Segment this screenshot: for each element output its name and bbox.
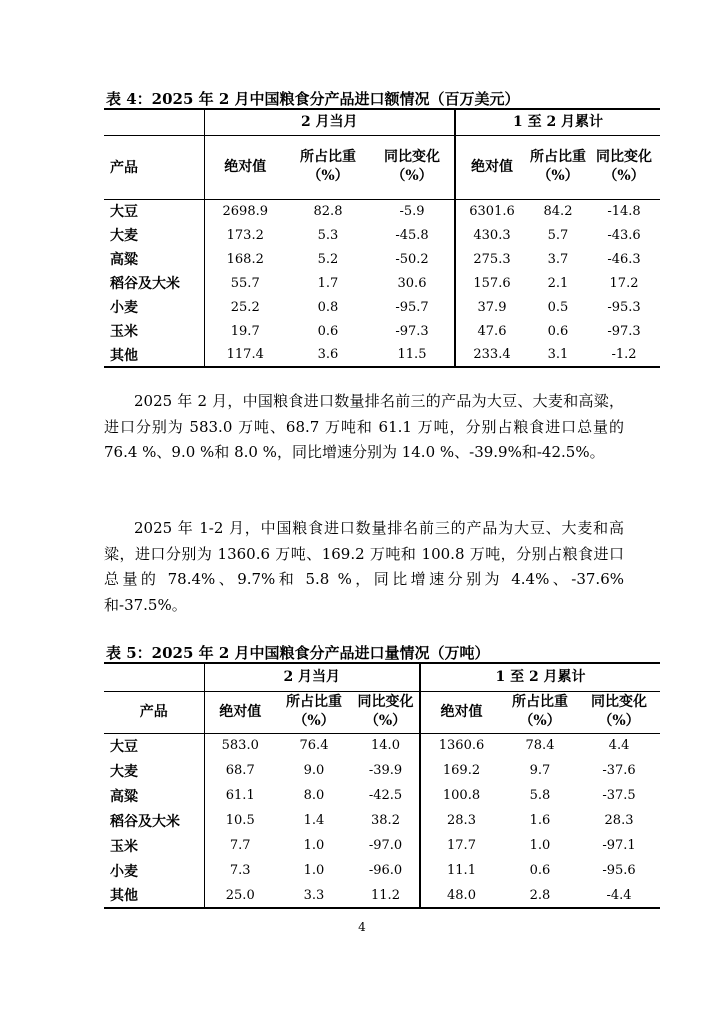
value-cell: 17.7 [447, 838, 476, 853]
product-cell: 大麦 [104, 223, 204, 247]
value-cell: 9.0 [303, 763, 325, 778]
value-cell: 3.1 [528, 343, 588, 367]
table5-col-cum-yoy: 同比变化 （%） [578, 691, 660, 733]
value-cell: -45.8 [370, 223, 455, 247]
table5-col-yoy: 同比变化 （%） [352, 691, 420, 733]
table4-column-header [104, 135, 660, 199]
table5-column-header [104, 691, 660, 733]
product-cell: 稻谷及大米 [104, 271, 204, 295]
value-cell: 1.0 [303, 838, 325, 853]
value-cell: -95.3 [607, 299, 641, 315]
value-cell: -39.9 [352, 758, 420, 783]
value-cell: 1360.6 [438, 738, 485, 754]
product-cell: 小麦 [104, 858, 204, 883]
table-row [104, 199, 660, 223]
value-cell: -14.8 [607, 203, 641, 219]
value-cell: 5.2 [317, 251, 339, 267]
table5-col-share: 所占比重 （%） [276, 691, 352, 733]
value-cell: 11.1 [447, 863, 476, 878]
value-cell: 5.3 [317, 227, 339, 243]
table5-group-header [104, 663, 660, 691]
value-cell: 78.4 [525, 738, 555, 754]
product-cell: 稻谷及大米 [104, 808, 204, 833]
value-cell: 10.5 [225, 813, 255, 828]
value-cell: 0.6 [547, 323, 569, 339]
table4-col-share: 所占比重 （%） [286, 135, 370, 199]
value-cell: 5.8 [529, 788, 551, 803]
value-cell: 1.7 [317, 275, 339, 291]
table-row [104, 247, 660, 271]
value-cell: 11.5 [370, 343, 455, 367]
value-cell: 7.7 [229, 838, 251, 853]
value-cell: 117.4 [204, 343, 286, 367]
table5-body [104, 733, 660, 908]
table5 [104, 662, 660, 909]
table5-col-cum-abs: 绝对值 [420, 691, 502, 733]
value-cell: 0.6 [317, 323, 339, 339]
table4-col-abs: 绝对值 [204, 135, 286, 199]
table4-col-cum-abs: 绝对值 [455, 135, 528, 199]
table5-group-cumulative: 1 至 2 月累计 [420, 663, 660, 691]
table-row [104, 319, 660, 343]
value-cell: -97.3 [607, 323, 641, 339]
value-cell: -43.6 [607, 227, 641, 243]
product-cell: 小麦 [104, 295, 204, 319]
table5-col-product: 产品 [104, 691, 204, 733]
value-cell: -42.5 [352, 783, 420, 808]
value-cell: 1.6 [529, 813, 551, 828]
value-cell: 168.2 [226, 251, 264, 267]
table4-col-product: 产品 [104, 135, 204, 199]
value-cell: 7.3 [229, 863, 251, 878]
value-cell: 19.7 [230, 323, 260, 339]
value-cell: 1.0 [303, 863, 325, 878]
table-row [104, 858, 660, 883]
value-cell: 25.0 [204, 883, 276, 908]
value-cell: 9.7 [529, 763, 551, 778]
value-cell: -50.2 [370, 247, 455, 271]
value-cell: 8.0 [303, 788, 325, 803]
table-row [104, 223, 660, 247]
table5-caption: 表 5：2025 年 2 月中国粮食分产品进口量情况（万吨） [106, 644, 490, 662]
value-cell: 37.9 [477, 299, 507, 315]
value-cell: 173.2 [226, 227, 264, 243]
value-cell: 0.5 [547, 299, 569, 315]
value-cell: 30.6 [370, 271, 455, 295]
value-cell: 583.0 [221, 738, 259, 754]
value-cell: 233.4 [455, 343, 528, 367]
value-cell: 2.1 [547, 275, 569, 291]
value-cell: -4.4 [578, 883, 660, 908]
value-cell: -37.6 [602, 763, 636, 778]
product-cell: 高粱 [104, 247, 204, 271]
value-cell: 169.2 [442, 763, 481, 778]
value-cell: 3.6 [286, 343, 370, 367]
value-cell: 55.7 [230, 275, 260, 291]
paragraph-1: 2025 年 2 月，中国粮食进口数量排名前三的产品为大豆、大麦和高粱，进口分别为 583.0 万吨、68.7 万吨和 61.1 万吨，分别占粮食进口总量的 76.4 %、9.0 %和 8.0 %，同比增速分别为 14.0 %、-39.9%和-42.5%。 [104, 392, 624, 461]
table-row [104, 808, 660, 833]
table-row [104, 783, 660, 808]
table4 [104, 108, 660, 368]
value-cell: 4.4 [608, 738, 630, 754]
value-cell: 14.0 [352, 733, 420, 758]
product-cell: 玉米 [104, 319, 204, 343]
paragraph-2: 2025 年 1-2 月，中国粮食进口数量排名前三的产品为大豆、大麦和高粱，进口分别为 1360.6 万吨、169.2 万吨和 100.8 万吨，分别占粮食进口总量的 78.4%、9.7%和 5.8 %，同比增速分别为 4.4%、-37.6%和-37.5%。 [104, 519, 624, 614]
table4-body [104, 199, 660, 367]
table4-col-cum-yoy: 同比变化 （%） [588, 135, 660, 199]
value-cell: -46.3 [607, 251, 641, 267]
table-row [104, 758, 660, 783]
table4-group-header [104, 109, 660, 135]
value-cell: 0.8 [317, 299, 339, 315]
table4-group-current: 2 月当月 [204, 109, 455, 135]
value-cell: -96.0 [352, 858, 420, 883]
table4-group-cumulative: 1 至 2 月累计 [455, 109, 660, 135]
value-cell: 5.7 [547, 227, 569, 243]
value-cell: 2.8 [502, 883, 578, 908]
value-cell: -95.7 [370, 295, 455, 319]
value-cell: -37.5 [602, 788, 636, 803]
table4-col-cum-share: 所占比重 （%） [528, 135, 588, 199]
product-cell: 其他 [104, 343, 204, 367]
value-cell: 25.2 [230, 299, 260, 315]
value-cell: 61.1 [225, 788, 255, 803]
value-cell: 1.4 [303, 813, 325, 828]
product-cell: 高粱 [104, 783, 204, 808]
product-cell: 大麦 [104, 758, 204, 783]
value-cell: 2698.9 [222, 203, 268, 219]
value-cell: -97.1 [602, 838, 636, 853]
value-cell: 76.4 [299, 738, 329, 754]
product-cell: 大豆 [104, 733, 204, 758]
product-cell: 其他 [104, 883, 204, 908]
value-cell: -97.0 [352, 833, 420, 858]
value-cell: 28.3 [447, 813, 476, 828]
value-cell: 38.2 [352, 808, 420, 833]
value-cell: 28.3 [604, 813, 634, 828]
value-cell: -5.9 [370, 199, 455, 223]
value-cell: 6301.6 [469, 203, 515, 219]
value-cell: 275.3 [473, 251, 511, 267]
table-row [104, 343, 660, 367]
value-cell: 0.6 [529, 863, 551, 878]
value-cell: 84.2 [543, 203, 573, 219]
value-cell: 100.8 [442, 788, 481, 803]
value-cell: 11.2 [352, 883, 420, 908]
value-cell: 3.3 [276, 883, 352, 908]
value-cell: 68.7 [225, 763, 255, 778]
value-cell: 1.0 [529, 838, 551, 853]
value-cell: -95.6 [602, 863, 636, 878]
table-row [104, 883, 660, 908]
table5-group-current: 2 月当月 [204, 663, 420, 691]
value-cell: 82.8 [313, 203, 343, 219]
table4-col-yoy: 同比变化 （%） [370, 135, 455, 199]
value-cell: 48.0 [420, 883, 502, 908]
table5-col-abs: 绝对值 [204, 691, 276, 733]
page-number: 4 [358, 920, 366, 934]
table-row [104, 295, 660, 319]
value-cell: -97.3 [370, 319, 455, 343]
value-cell: 47.6 [477, 323, 507, 339]
table-row [104, 733, 660, 758]
product-cell: 玉米 [104, 833, 204, 858]
value-cell: -1.2 [588, 343, 660, 367]
table5-col-cum-share: 所占比重 （%） [502, 691, 578, 733]
value-cell: 430.3 [473, 227, 511, 243]
table-row [104, 833, 660, 858]
product-cell: 大豆 [104, 199, 204, 223]
table4-caption: 表 4：2025 年 2 月中国粮食分产品进口额情况（百万美元） [106, 90, 520, 108]
value-cell: 17.2 [609, 275, 639, 291]
table-row [104, 271, 660, 295]
value-cell: 3.7 [547, 251, 569, 267]
value-cell: 157.6 [473, 275, 511, 291]
